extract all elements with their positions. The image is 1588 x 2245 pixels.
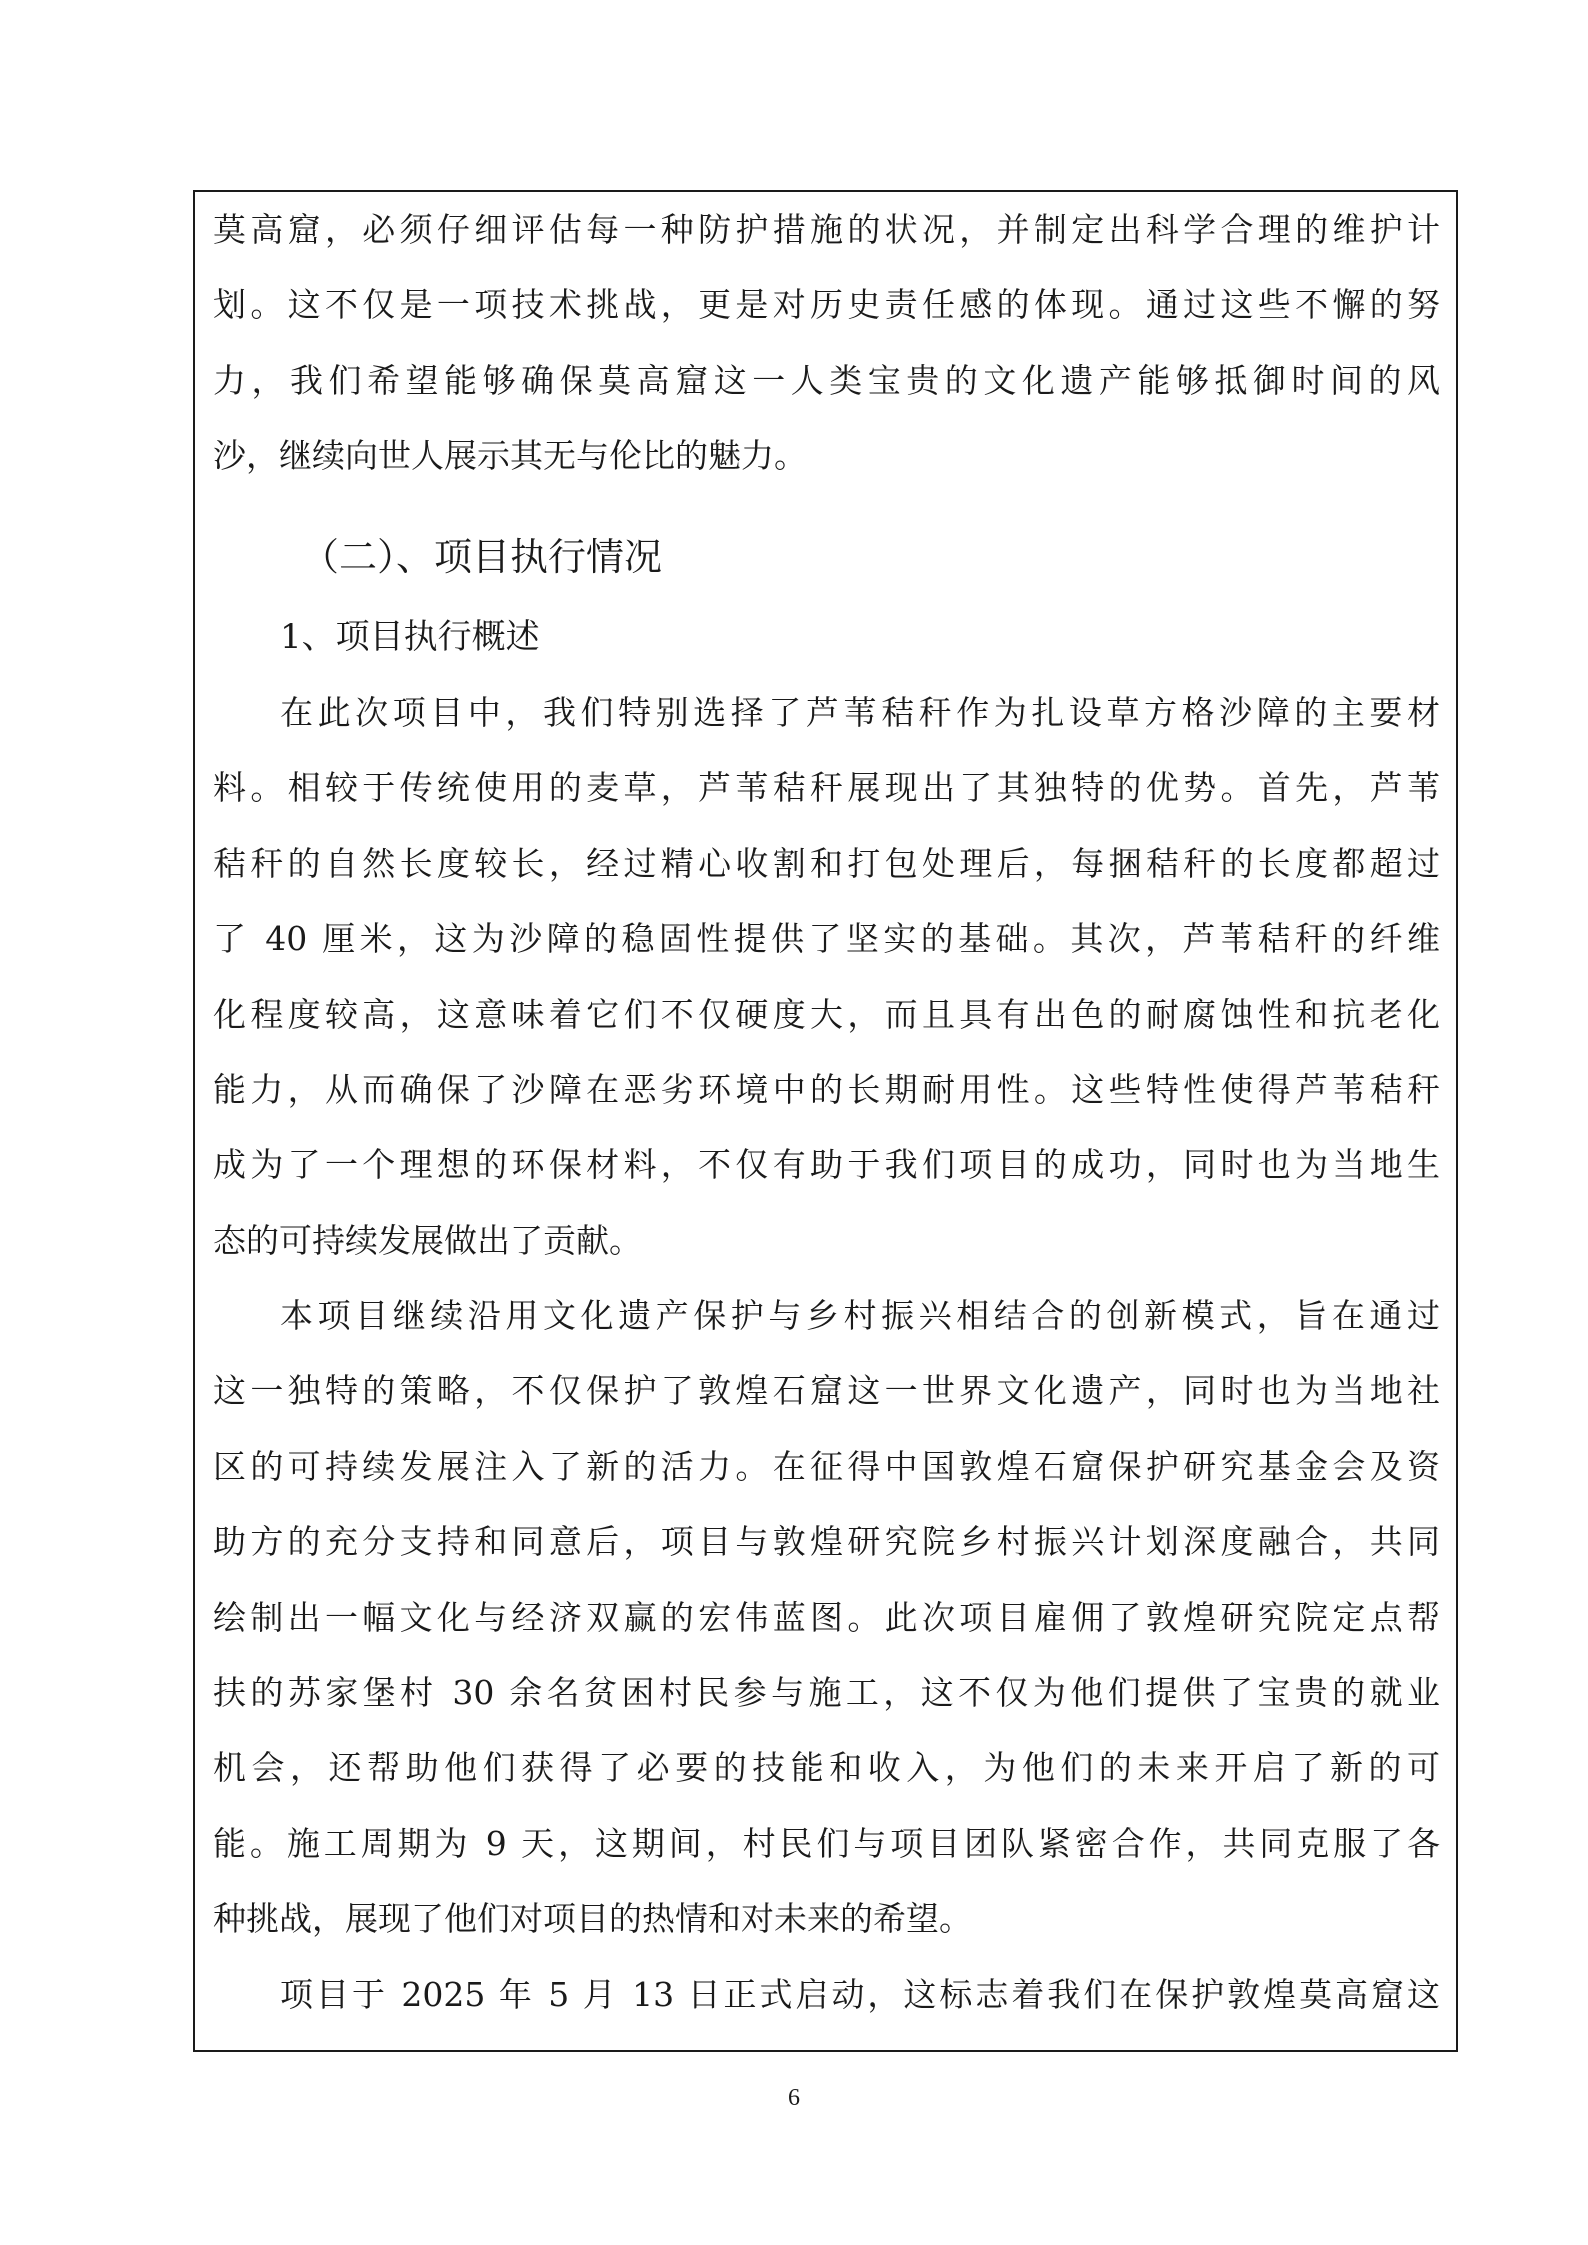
text-line: 绘制出一幅文化与经济双赢的宏伟蓝图。此次项目雇佣了敦煌研究院定点帮 — [213, 1597, 1440, 1637]
text-line: 能力，从而确保了沙障在恶劣环境中的长期耐用性。这些特性使得芦苇秸秆 — [213, 1069, 1440, 1109]
paragraph-2 — [213, 1278, 1440, 1957]
text-line: 了 40 厘米，这为沙障的稳固性提供了坚实的基础。其次，芦苇秸秆的纤维 — [213, 919, 1440, 959]
text-line: 沙，继续向世人展示其无与伦比的魅力。 — [213, 436, 807, 476]
text-line: 划。这不仅是一项技术挑战，更是对历史责任感的体现。通过这些不懈的努 — [213, 285, 1440, 325]
sub-heading: 1、项目执行概述 — [280, 616, 540, 657]
document-body — [213, 192, 1440, 2032]
text-line: 助方的充分支持和同意后，项目与敦煌研究院乡村振兴计划深度融合，共同 — [213, 1522, 1440, 1562]
text-line: 种挑战，展现了他们对项目的热情和对未来的希望。 — [213, 1899, 972, 1939]
text-line: 料。相较于传统使用的麦草，芦苇秸秆展现出了其独特的优势。首先，芦苇 — [213, 768, 1440, 808]
text-line: 本项目继续沿用文化遗产保护与乡村振兴相结合的创新模式，旨在通过 — [280, 1296, 1440, 1336]
paragraph-1 — [213, 675, 1440, 1278]
text-line: 秸秆的自然长度较长，经过精心收割和打包处理后，每捆秸秆的长度都超过 — [213, 843, 1440, 883]
intro-block — [213, 192, 1440, 494]
content-frame — [193, 190, 1458, 2052]
text-line: 莫高窟，必须仔细评估每一种防护措施的状况，并制定出科学合理的维护计 — [213, 210, 1440, 249]
section-heading: （二）、项目执行情况 — [301, 534, 663, 579]
page-number: 6 — [788, 2085, 800, 2111]
text-line: 扶的苏家堡村 30 余名贫困村民参与施工，这不仅为他们提供了宝贵的就业 — [213, 1673, 1440, 1713]
paragraph-3 — [213, 1957, 1440, 2032]
text-line: 成为了一个理想的环保材料，不仅有助于我们项目的成功，同时也为当地生 — [213, 1145, 1440, 1185]
text-line: 在此次项目中，我们特别选择了芦苇秸秆作为扎设草方格沙障的主要材 — [280, 692, 1440, 732]
text-line: 能。施工周期为 9 天，这期间，村民们与项目团队紧密合作，共同克服了各 — [213, 1823, 1440, 1863]
text-line: 力，我们希望能够确保莫高窟这一人类宝贵的文化遗产能够抵御时间的风 — [213, 360, 1440, 400]
text-line: 化程度较高，这意味着它们不仅硬度大，而且具有出色的耐腐蚀性和抗老化 — [213, 994, 1440, 1034]
text-line: 项目于 2025 年 5 月 13 日正式启动，这标志着我们在保护敦煌莫高窟这 — [280, 1974, 1440, 2014]
text-line: 区的可持续发展注入了新的活力。在征得中国敦煌石窟保护研究基金会及资 — [213, 1446, 1440, 1486]
text-line: 态的可持续发展做出了贡献。 — [213, 1220, 642, 1260]
text-line: 这一独特的策略，不仅保护了敦煌石窟这一世界文化遗产，同时也为当地社 — [213, 1371, 1440, 1411]
text-line: 机会，还帮助他们获得了必要的技能和收入，为他们的未来开启了新的可 — [213, 1748, 1440, 1788]
